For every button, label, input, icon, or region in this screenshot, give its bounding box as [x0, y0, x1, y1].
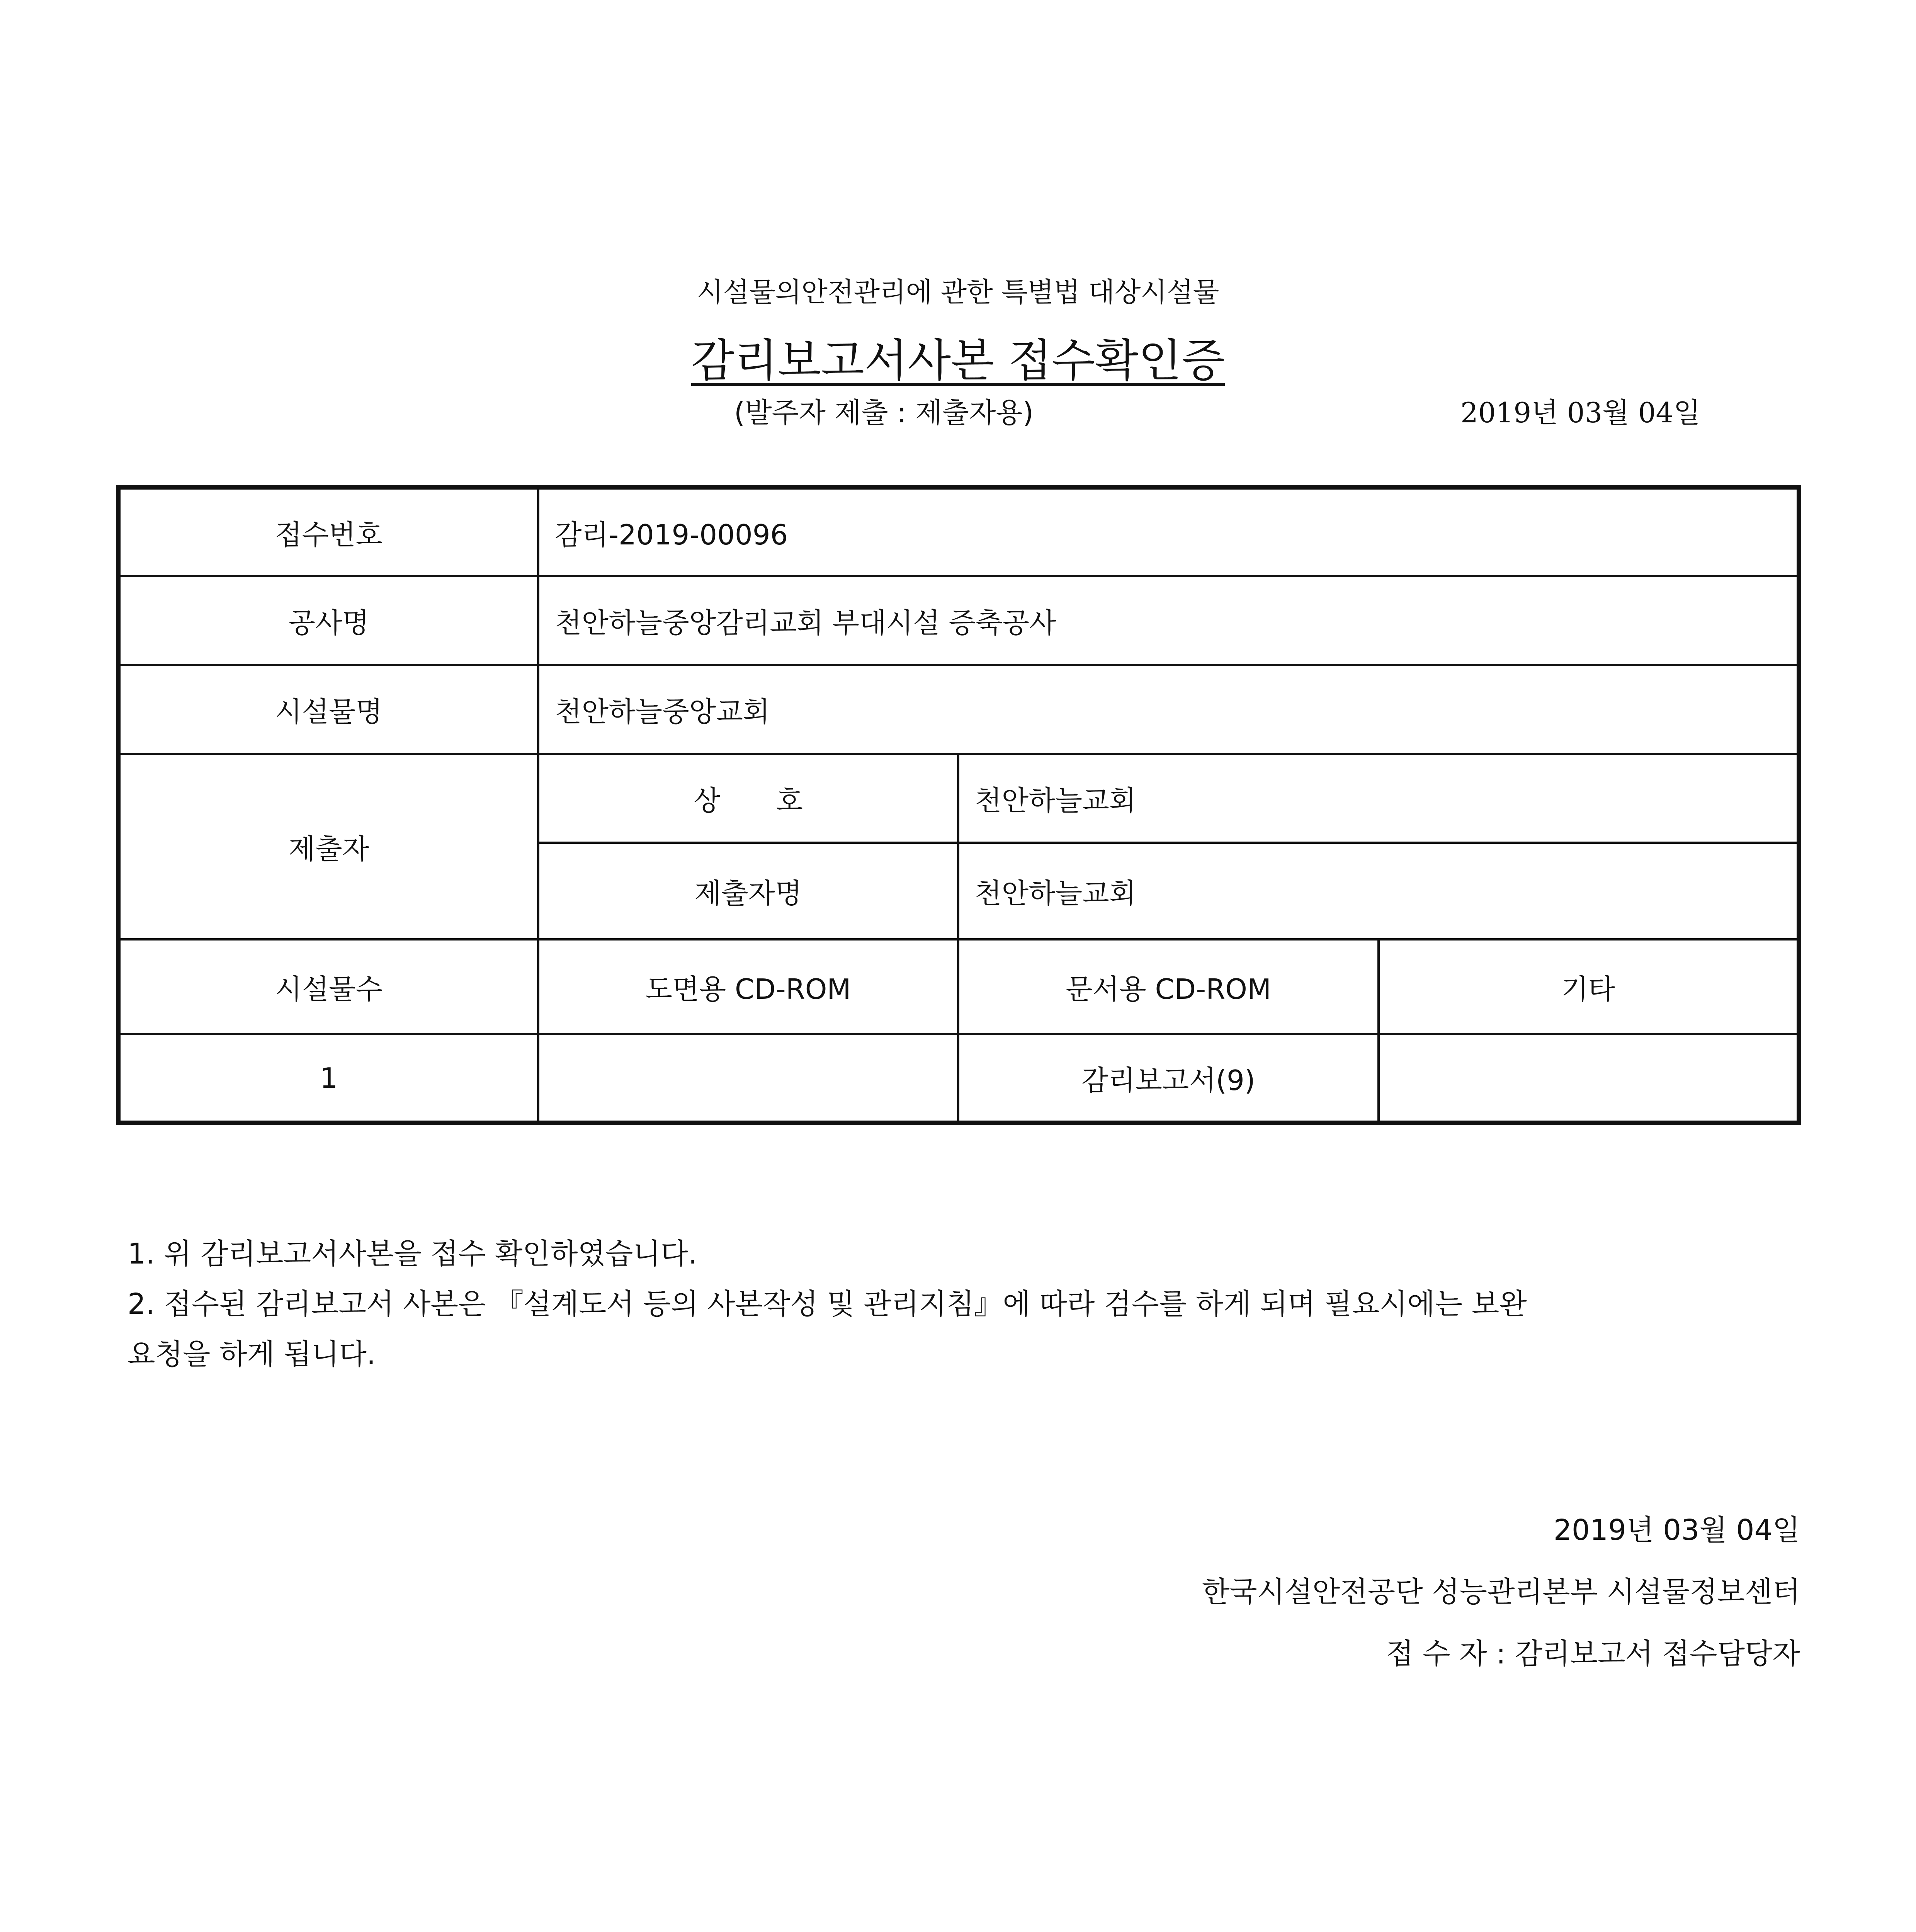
note-line-1: 1. 위 감리보고서사본을 접수 확인하였습니다. — [128, 1237, 697, 1270]
table-row — [118, 754, 1799, 843]
header-subtitle: (발주자 제출 : 제출자용) — [734, 396, 1034, 429]
footer-organization: 한국시설안전공단 성능관리본부 시설물정보센터 — [1202, 1575, 1800, 1609]
footer — [1202, 1499, 1800, 1685]
project-name-value: 천안하늘중앙감리교회 부대시설 증축공사 — [538, 576, 1799, 665]
project-name-label: 공사명 — [118, 576, 538, 665]
other-value — [1379, 1034, 1799, 1123]
receipt-table — [116, 485, 1801, 1125]
note-line-3: 요청을 하게 됩니다. — [128, 1338, 376, 1371]
table-row — [118, 576, 1799, 665]
submitter-name-label: 제출자명 — [538, 843, 958, 939]
company-value: 천안하늘교회 — [958, 754, 1799, 843]
receipt-no-value: 감리-2019-00096 — [538, 487, 1799, 576]
facility-name-value: 천안하늘중앙교회 — [538, 665, 1799, 754]
receipt-no-label: 접수번호 — [118, 487, 538, 576]
note-line-2: 2. 접수된 감리보고서 사본은 『설계도서 등의 사본작성 및 관리지침』에 따라 검수를 하게 되며 필요시에는 보완 — [128, 1287, 1527, 1321]
table-row — [118, 1034, 1799, 1123]
document-cd-label: 문서용 CD-ROM — [958, 939, 1379, 1034]
page-title — [0, 325, 1916, 389]
submitter-name-value: 천안하늘교회 — [958, 843, 1799, 939]
other-label: 기타 — [1379, 939, 1799, 1034]
notes — [128, 1229, 1789, 1379]
table-row — [118, 939, 1799, 1034]
table-row — [118, 487, 1799, 576]
page-title-text: 감리보고서사본 접수확인증 — [691, 335, 1225, 387]
count-value: 1 — [118, 1034, 538, 1123]
document-cd-value: 감리보고서(9) — [958, 1034, 1379, 1123]
header-small-title: 시설물의안전관리에 관한 특별법 대상시설물 — [697, 276, 1219, 308]
drawing-cd-value — [538, 1034, 958, 1123]
company-label: 상 호 — [538, 754, 958, 843]
header-date: 2019년 03월 04일 — [1460, 396, 1700, 429]
footer-receiver: 접 수 자 : 감리보고서 접수담당자 — [1386, 1637, 1800, 1670]
footer-date: 2019년 03월 04일 — [1553, 1514, 1800, 1547]
facility-name-label: 시설물명 — [118, 665, 538, 754]
submitter-label: 제출자 — [118, 754, 538, 939]
count-label: 시설물수 — [118, 939, 538, 1034]
drawing-cd-label: 도면용 CD-ROM — [538, 939, 958, 1034]
table-row — [118, 665, 1799, 754]
